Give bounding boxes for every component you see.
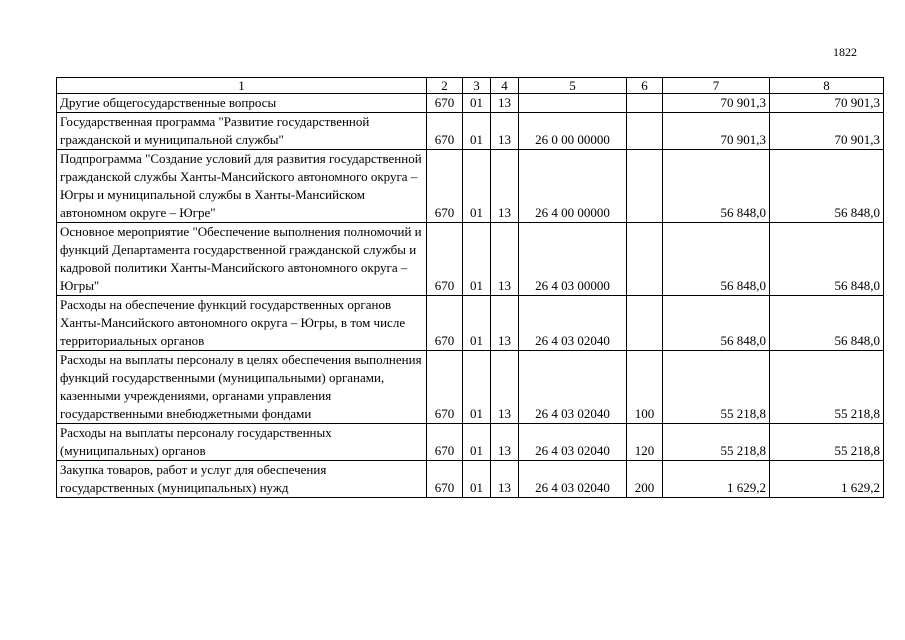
section-code-cell: 01 <box>463 94 491 113</box>
section-code-cell: 01 <box>463 461 491 498</box>
table-row <box>57 223 884 296</box>
subsection-code-cell: 13 <box>491 94 519 113</box>
amount-cell: 70 901,3 <box>770 94 884 113</box>
column-header: 2 <box>427 78 463 94</box>
budget-table <box>56 77 884 498</box>
row-name-cell: Другие общегосударственные вопросы <box>57 94 427 113</box>
column-header: 4 <box>491 78 519 94</box>
table-row <box>57 113 884 150</box>
expense-type-cell <box>627 223 663 296</box>
table-row <box>57 150 884 223</box>
section-code-cell: 01 <box>463 296 491 351</box>
amount-cell: 70 901,3 <box>663 113 770 150</box>
row-name-cell: Расходы на выплаты персоналу в целях обеспечения выполнения функций государственными (муниципальными) органами, казенными учреждениями, органами управления государственными внебюджетными фондами <box>57 351 427 424</box>
target-article-cell: 26 0 00 00000 <box>519 113 627 150</box>
column-header: 8 <box>770 78 884 94</box>
amount-cell: 56 848,0 <box>663 296 770 351</box>
page-number: 1822 <box>833 45 857 59</box>
row-name-cell: Государственная программа "Развитие государственной гражданской и муниципальной службы" <box>57 113 427 150</box>
target-article-cell: 26 4 03 02040 <box>519 461 627 498</box>
row-name-cell: Основное мероприятие "Обеспечение выполнения полномочий и функций Департамента государственной гражданской службы и кадровой политики Ханты-Мансийского автономного округа – Югры" <box>57 223 427 296</box>
ministry-code-cell: 670 <box>427 424 463 461</box>
ministry-code-cell: 670 <box>427 113 463 150</box>
amount-cell: 1 629,2 <box>770 461 884 498</box>
ministry-code-cell: 670 <box>427 351 463 424</box>
ministry-code-cell: 670 <box>427 223 463 296</box>
column-header: 5 <box>519 78 627 94</box>
header-row <box>57 78 884 94</box>
ministry-code-cell: 670 <box>427 94 463 113</box>
section-code-cell: 01 <box>463 351 491 424</box>
expense-type-cell: 100 <box>627 351 663 424</box>
amount-cell: 55 218,8 <box>770 424 884 461</box>
target-article-cell: 26 4 00 00000 <box>519 150 627 223</box>
amount-cell: 56 848,0 <box>770 150 884 223</box>
subsection-code-cell: 13 <box>491 113 519 150</box>
table-row <box>57 351 884 424</box>
target-article-cell: 26 4 03 02040 <box>519 424 627 461</box>
amount-cell: 56 848,0 <box>663 150 770 223</box>
amount-cell: 55 218,8 <box>663 424 770 461</box>
subsection-code-cell: 13 <box>491 150 519 223</box>
target-article-cell: 26 4 03 02040 <box>519 296 627 351</box>
amount-cell: 56 848,0 <box>770 223 884 296</box>
amount-cell: 1 629,2 <box>663 461 770 498</box>
expense-type-cell <box>627 296 663 351</box>
section-code-cell: 01 <box>463 424 491 461</box>
ministry-code-cell: 670 <box>427 150 463 223</box>
target-article-cell <box>519 94 627 113</box>
section-code-cell: 01 <box>463 223 491 296</box>
expense-type-cell <box>627 94 663 113</box>
target-article-cell: 26 4 03 00000 <box>519 223 627 296</box>
expense-type-cell: 120 <box>627 424 663 461</box>
amount-cell: 55 218,8 <box>663 351 770 424</box>
expense-type-cell <box>627 150 663 223</box>
amount-cell: 55 218,8 <box>770 351 884 424</box>
row-name-cell: Закупка товаров, работ и услуг для обеспечения государственных (муниципальных) нужд <box>57 461 427 498</box>
expense-type-cell: 200 <box>627 461 663 498</box>
table-row <box>57 296 884 351</box>
table-row <box>57 424 884 461</box>
subsection-code-cell: 13 <box>491 351 519 424</box>
amount-cell: 70 901,3 <box>770 113 884 150</box>
ministry-code-cell: 670 <box>427 461 463 498</box>
amount-cell: 56 848,0 <box>663 223 770 296</box>
table-row <box>57 94 884 113</box>
subsection-code-cell: 13 <box>491 223 519 296</box>
amount-cell: 70 901,3 <box>663 94 770 113</box>
subsection-code-cell: 13 <box>491 461 519 498</box>
column-header: 1 <box>57 78 427 94</box>
amount-cell: 56 848,0 <box>770 296 884 351</box>
column-header: 6 <box>627 78 663 94</box>
table-row <box>57 461 884 498</box>
row-name-cell: Подпрограмма "Создание условий для развития государственной гражданской службы Ханты-Мансийского автономного округа – Югры и муниципальной службы в Ханты-Мансийском автономном округе – Югре" <box>57 150 427 223</box>
column-header: 7 <box>663 78 770 94</box>
ministry-code-cell: 670 <box>427 296 463 351</box>
section-code-cell: 01 <box>463 150 491 223</box>
row-name-cell: Расходы на обеспечение функций государственных органов Ханты-Мансийского автономного округа – Югры, в том числе территориальных органов <box>57 296 427 351</box>
column-header: 3 <box>463 78 491 94</box>
row-name-cell: Расходы на выплаты персоналу государственных (муниципальных) органов <box>57 424 427 461</box>
target-article-cell: 26 4 03 02040 <box>519 351 627 424</box>
subsection-code-cell: 13 <box>491 424 519 461</box>
section-code-cell: 01 <box>463 113 491 150</box>
subsection-code-cell: 13 <box>491 296 519 351</box>
expense-type-cell <box>627 113 663 150</box>
